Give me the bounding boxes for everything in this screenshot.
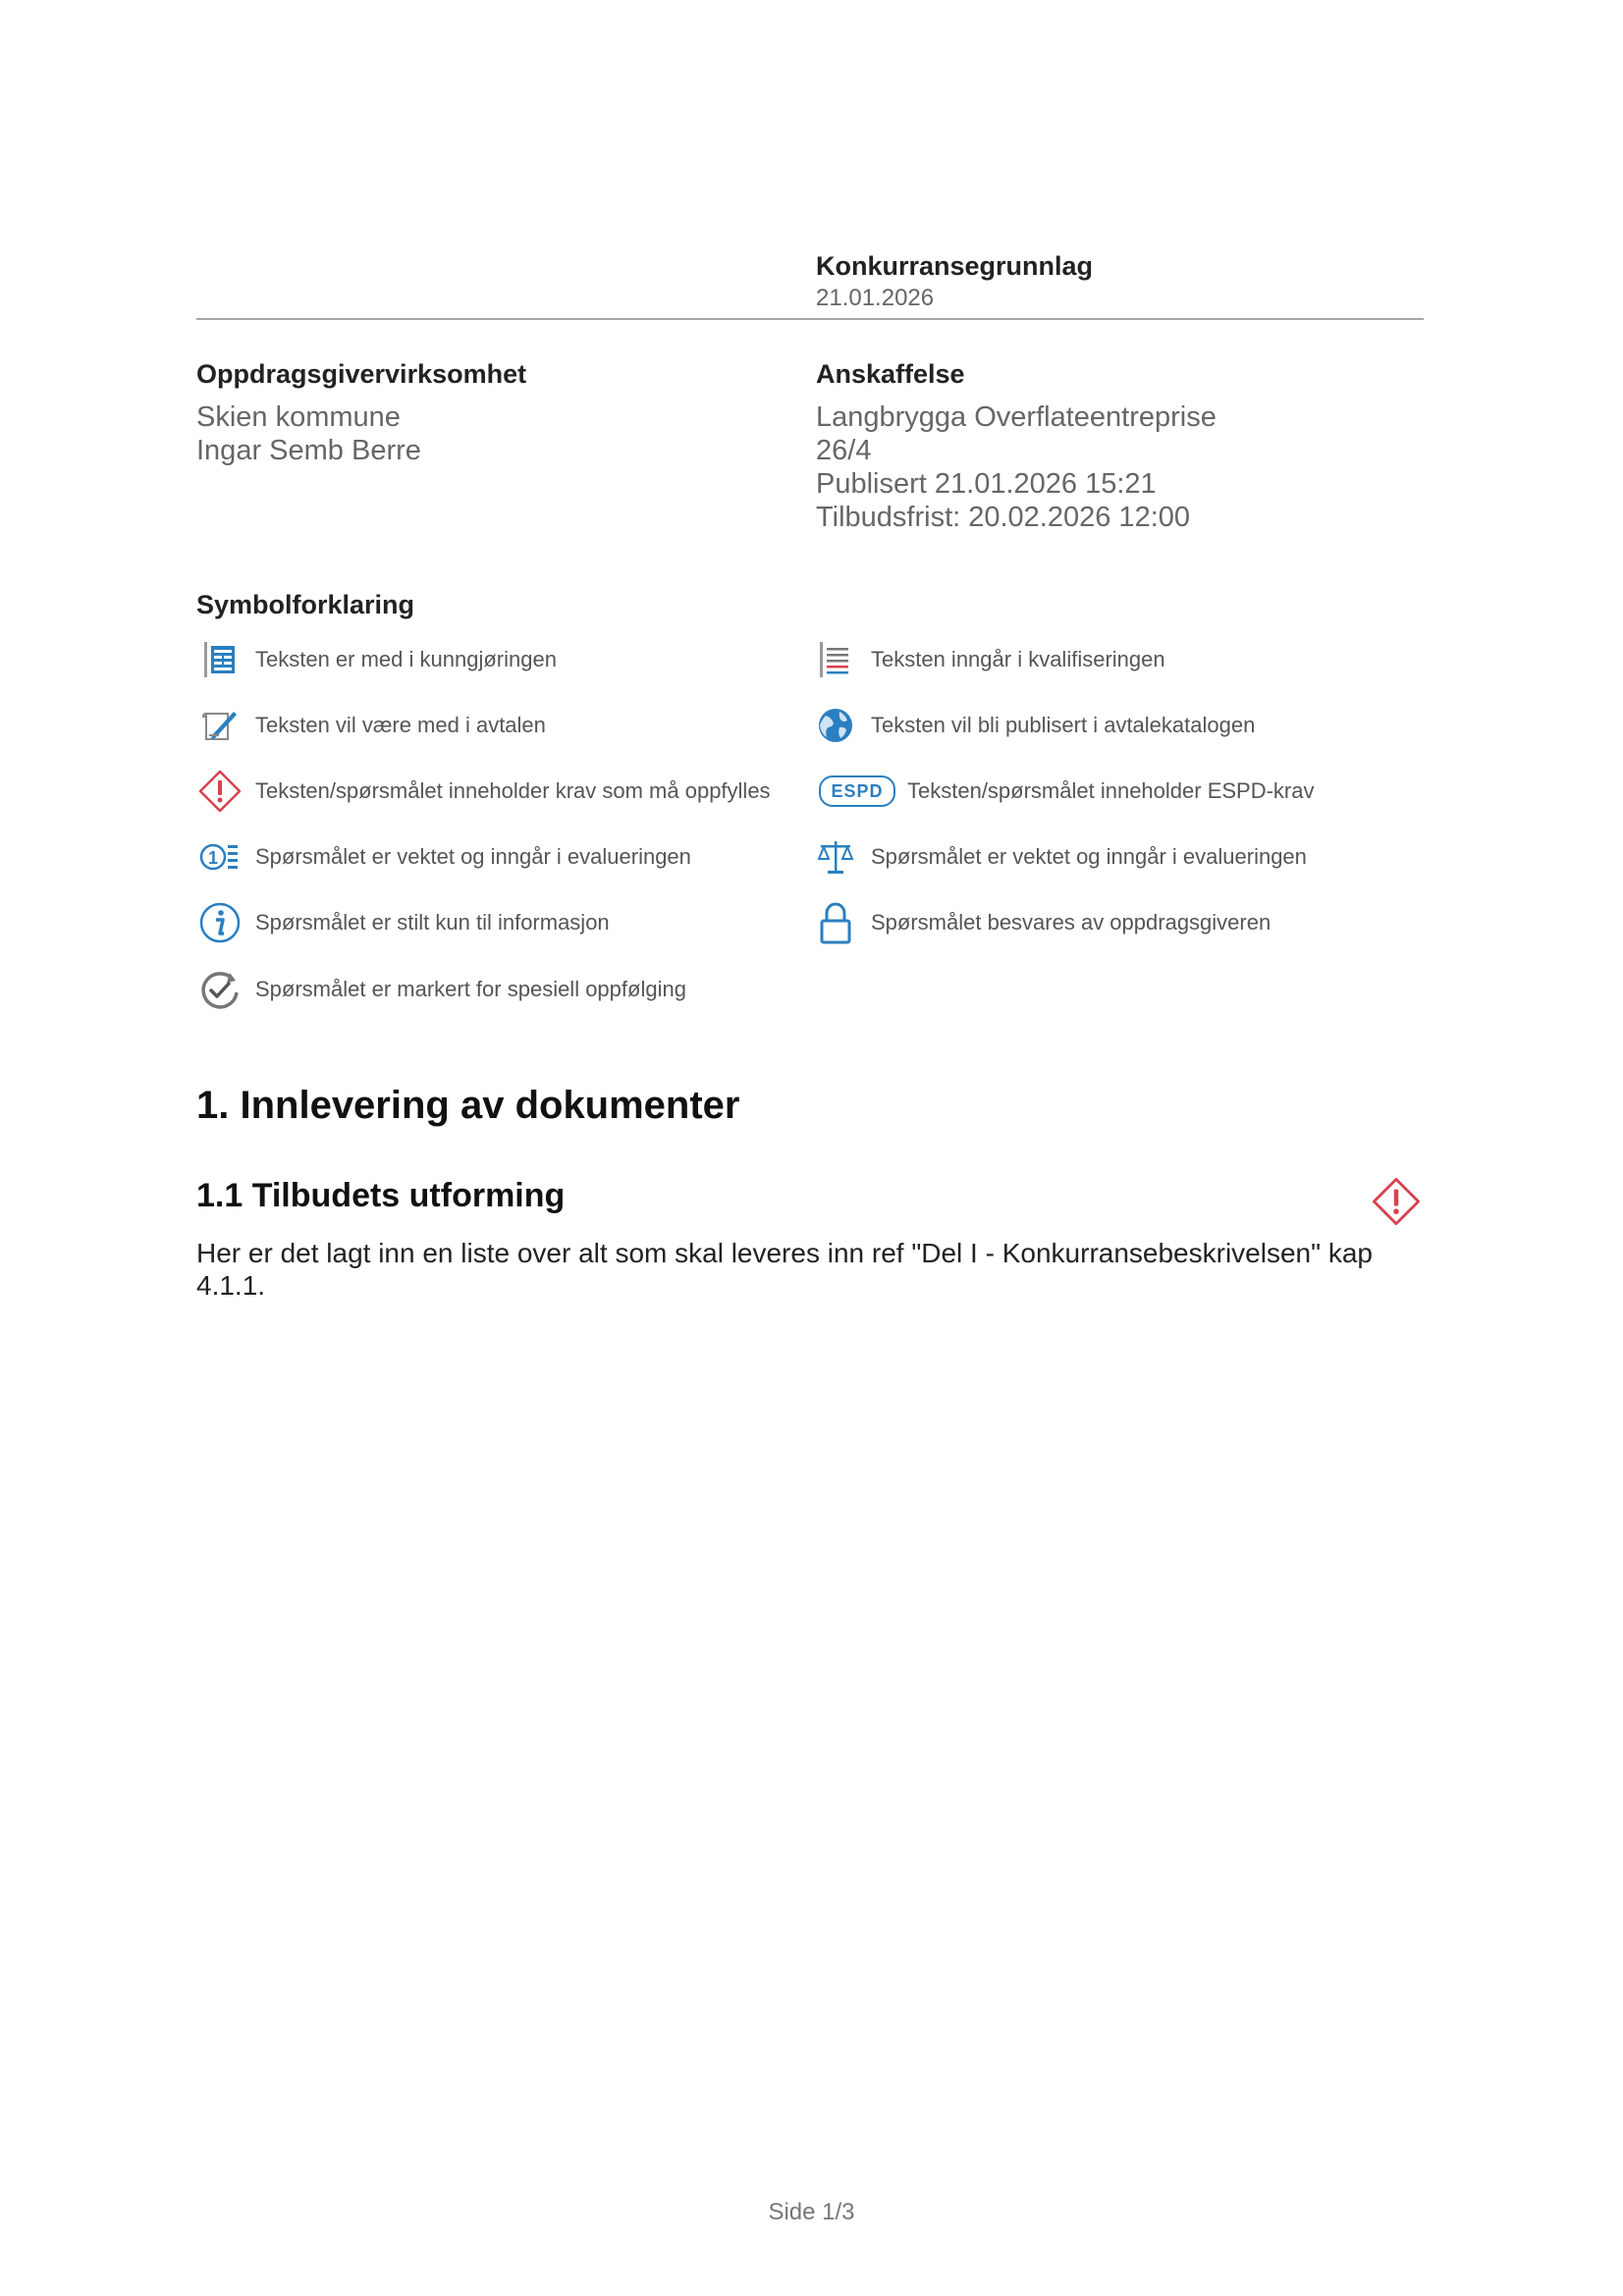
section-heading: 1. Innlevering av dokumenter bbox=[196, 1084, 740, 1127]
legend-label: Spørsmålet er vektet og inngår i evalueringen bbox=[255, 844, 691, 869]
legend-item-contract bbox=[196, 702, 546, 749]
subsection-heading: 1.1 Tilbudets utforming bbox=[196, 1177, 566, 1214]
client-name: Skien kommune bbox=[196, 401, 401, 433]
legend-label: Teksten inngår i kvalifiseringen bbox=[871, 647, 1165, 671]
legend-label: Spørsmålet er vektet og inngår i evalueringen bbox=[871, 844, 1307, 869]
procurement-reference: 26/4 bbox=[816, 435, 872, 466]
legend-item-followup bbox=[196, 966, 686, 1013]
legend-label: Teksten vil bli publisert i avtalekatalogen bbox=[871, 713, 1256, 737]
legend-item-requirement bbox=[196, 768, 771, 815]
legend-item-announcement bbox=[196, 636, 557, 683]
legend-label: Teksten vil være med i avtalen bbox=[255, 713, 546, 737]
legend-label: Spørsmålet er markert for spesiell oppfølging bbox=[255, 977, 686, 1001]
client-info bbox=[196, 400, 421, 467]
legend-item-qualification bbox=[812, 636, 1165, 683]
svg-text:1: 1 bbox=[207, 848, 219, 868]
legend-label: Teksten er med i kunngjøringen bbox=[255, 647, 557, 671]
document-date: 21.01.2026 bbox=[816, 285, 935, 311]
section-paragraph: Her er det lagt inn en liste over alt som skal leveres inn ref "Del I - Konkurransebeskrivelsen" kap 4.1.1. bbox=[196, 1238, 1373, 1301]
qualification-icon bbox=[812, 636, 859, 683]
announcement-icon bbox=[196, 636, 243, 683]
procurement-heading: Anskaffelse bbox=[816, 359, 965, 389]
globe-icon bbox=[812, 702, 859, 749]
page-number: Side 1/3 bbox=[768, 2199, 855, 2225]
legend-item-globe bbox=[812, 702, 1255, 749]
header-divider bbox=[196, 318, 1424, 320]
scales-icon bbox=[812, 833, 859, 881]
weighted-list-icon bbox=[196, 833, 243, 881]
legend-item-scales bbox=[812, 833, 1307, 881]
legend-label: Teksten/spørsmålet inneholder ESPD-krav bbox=[907, 778, 1315, 803]
legend-label: Teksten/spørsmålet inneholder krav som må oppfylles bbox=[255, 778, 771, 803]
espd-badge-icon bbox=[815, 768, 899, 815]
procurement-name: Langbrygga Overflateentreprise bbox=[816, 401, 1217, 433]
lock-icon bbox=[812, 899, 859, 946]
procurement-published: Publisert 21.01.2026 15:21 bbox=[816, 468, 1157, 500]
legend-item-weighted bbox=[196, 833, 691, 881]
legend-item-info bbox=[196, 899, 610, 946]
followup-check-icon bbox=[196, 966, 243, 1013]
requirement-warning-icon bbox=[196, 768, 243, 815]
legend-item-lock bbox=[812, 899, 1271, 946]
espd-badge-text: ESPD bbox=[819, 775, 894, 807]
legend-label: Spørsmålet besvares av oppdragsgiveren bbox=[871, 910, 1271, 934]
symbol-legend-heading: Symbolforklaring bbox=[196, 590, 415, 619]
client-heading: Oppdragsgivervirksomhet bbox=[196, 359, 527, 389]
legend-label: Spørsmålet er stilt kun til informasjon bbox=[255, 910, 610, 934]
contract-icon bbox=[196, 702, 243, 749]
document-title: Konkurransegrunnlag bbox=[816, 251, 1094, 281]
legend-item-espd bbox=[815, 768, 1315, 815]
procurement-info bbox=[816, 400, 1217, 534]
info-icon bbox=[196, 899, 243, 946]
requirement-warning-icon bbox=[1371, 1176, 1422, 1227]
client-contact: Ingar Semb Berre bbox=[196, 435, 421, 466]
procurement-deadline: Tilbudsfrist: 20.02.2026 12:00 bbox=[816, 502, 1191, 533]
